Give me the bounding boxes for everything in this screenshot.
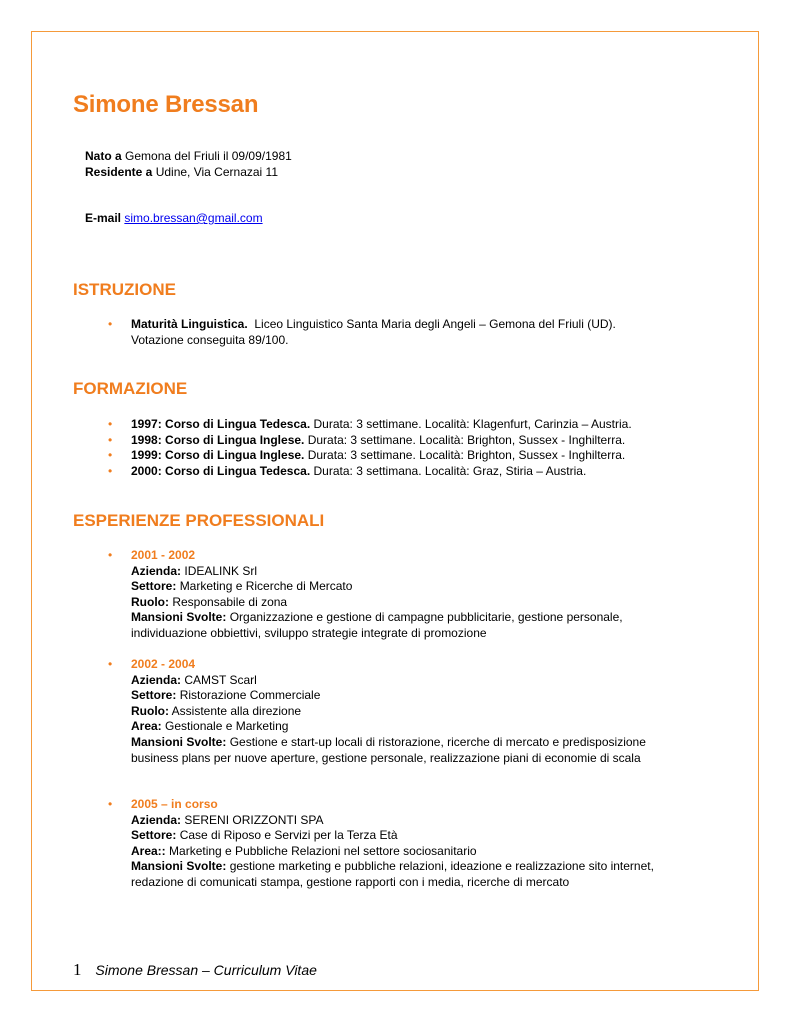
bullet-icon: • <box>108 463 113 478</box>
item-bold: 1998: Corso di Lingua Inglese. <box>131 432 305 447</box>
personal-info <box>85 148 292 180</box>
item-bold: 1997: Corso di Lingua Tedesca. <box>131 417 311 431</box>
list-item <box>0 548 691 642</box>
ruolo-label: Ruolo: <box>131 594 169 609</box>
job-entry <box>0 657 691 766</box>
birth-line <box>85 148 292 164</box>
azienda-value: IDEALINK Srl <box>184 563 258 578</box>
azienda-label: Azienda: <box>131 812 182 827</box>
area-value: Gestionale e Marketing <box>165 719 289 734</box>
residence-line <box>85 164 292 180</box>
mansioni-label: Mansioni Svolte: <box>131 859 227 874</box>
job-date: 2001 - 2002 <box>131 548 196 562</box>
mansioni-value: gestione marketing e pubbliche relazioni, ideazione e realizzazione sito internet, redazione di comunicati stampa, gestione rapporti con i media, ricerche di mercato <box>131 859 654 889</box>
formazione-list <box>0 417 691 479</box>
settore-label: Settore: <box>131 688 177 703</box>
list-item <box>0 448 691 464</box>
job-entry <box>0 797 691 891</box>
section-title-istruzione: ISTRUZIONE <box>73 280 176 299</box>
page-footer <box>73 960 317 980</box>
area-label: Area:: <box>131 843 166 858</box>
residence-label: Residente a <box>85 165 153 179</box>
settore-label: Settore: <box>131 828 177 843</box>
bullet-icon: • <box>108 797 113 811</box>
item-bold: Maturità Linguistica. <box>131 317 248 331</box>
email-line <box>85 210 263 226</box>
ruolo-label: Ruolo: <box>131 703 169 718</box>
bullet-icon: • <box>108 657 113 671</box>
azienda-label: Azienda: <box>131 563 182 578</box>
area-value: Marketing e Pubbliche Relazioni nel settore sociosanitario <box>169 843 477 858</box>
job-entry <box>0 548 691 642</box>
item-text: Durata: 3 settimane. Località: Brighton, Sussex - Inghilterra. <box>307 448 626 463</box>
mansioni-value: Gestione e start-up locali di ristorazione, ricerche di mercato e predisposizione business plans per nuove aperture, gestione personale, realizzazione piani di economie di scala <box>131 734 646 765</box>
list-item <box>0 464 691 480</box>
section-title-formazione: FORMAZIONE <box>73 379 188 398</box>
bullet-icon: • <box>108 432 113 447</box>
item-text: Durata: 3 settimane. Località: Klagenfurt, Carinzia – Austria. <box>313 417 632 431</box>
mansioni-label: Mansioni Svolte: <box>131 734 227 749</box>
item-text: Durata: 3 settimana. Località: Graz, Stiria – Austria. <box>313 463 587 478</box>
residence-value: Udine, Via Cernazai 11 <box>155 165 278 179</box>
candidate-name: Simone Bressan <box>73 91 259 118</box>
born-label: Nato a <box>85 149 122 163</box>
settore-label: Settore: <box>131 579 177 594</box>
ruolo-value: Assistente alla direzione <box>171 703 302 718</box>
azienda-label: Azienda: <box>131 672 182 687</box>
email-label: E-mail <box>85 211 122 225</box>
item-bold: 2000: Corso di Lingua Tedesca. <box>131 463 311 478</box>
settore-value: Ristorazione Commerciale <box>179 688 321 703</box>
page-number: 1 <box>73 960 82 979</box>
job-date: 2005 – in corso <box>131 797 218 811</box>
bullet-icon: • <box>108 448 113 463</box>
settore-value: Marketing e Ricerche di Mercato <box>179 579 353 594</box>
azienda-value: CAMST Scarl <box>184 672 257 687</box>
job-date: 2002 - 2004 <box>131 657 196 671</box>
bullet-icon: • <box>108 317 113 331</box>
email-link[interactable]: simo.bressan@gmail.com <box>124 211 263 225</box>
istruzione-list <box>0 317 691 348</box>
settore-value: Case di Riposo e Servizi per la Terza Età <box>179 828 398 843</box>
bullet-icon: • <box>108 417 113 431</box>
mansioni-value: Organizzazione e gestione di campagne pubblicitarie, gestione personale, individuazione obbiettivi, sviluppo strategie integrate di promozione <box>131 610 623 640</box>
mansioni-label: Mansioni Svolte: <box>131 610 227 625</box>
bullet-icon: • <box>108 548 113 562</box>
item-text: Liceo Linguistico Santa Maria degli Angeli – Gemona del Friuli (UD). <box>254 317 616 331</box>
area-label: Area: <box>131 719 162 734</box>
born-value: Gemona del Friuli il 09/09/1981 <box>125 149 292 163</box>
azienda-value: SERENI ORIZZONTI SPA <box>184 812 324 827</box>
footer-title: Simone Bressan – Curriculum Vitae <box>95 962 317 978</box>
section-title-esperienze: ESPERIENZE PROFESSIONALI <box>73 511 325 530</box>
list-item <box>0 797 691 891</box>
item-text: Durata: 3 settimane. Località: Brighton, Sussex - Inghilterra. <box>307 432 626 447</box>
list-item <box>0 317 691 348</box>
ruolo-value: Responsabile di zona <box>172 594 288 609</box>
list-item <box>0 433 691 449</box>
item-text-2: Votazione conseguita 89/100. <box>131 332 289 347</box>
list-item <box>0 417 691 433</box>
item-bold: 1999: Corso di Lingua Inglese. <box>131 448 305 463</box>
list-item <box>0 657 691 766</box>
